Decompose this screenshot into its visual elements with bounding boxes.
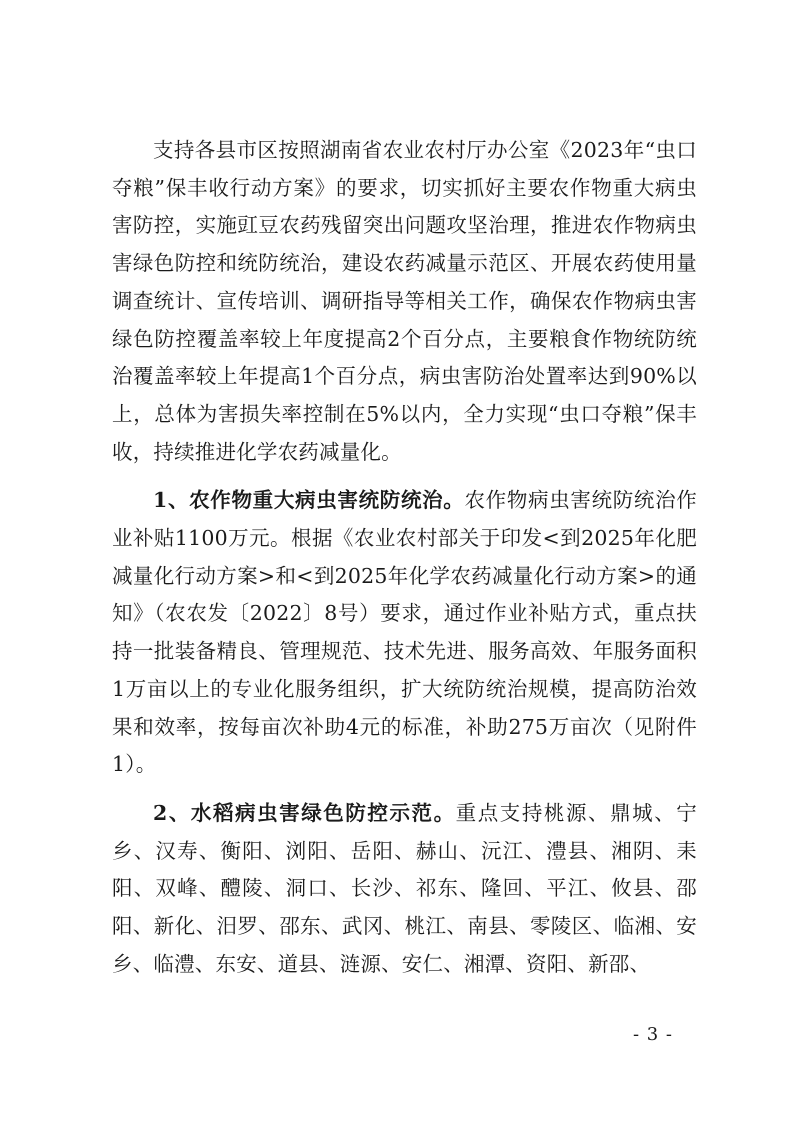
paragraph-intro: [112, 132, 697, 471]
body-text: [112, 132, 697, 983]
paragraph-intro-text: 支持各县市区按照湖南省农业农村厅办公室《2023年“虫口夺粮”保丰收行动方案》的要求，切实抓好主要农作物重大病虫害防控，实施豇豆农药残留突出问题攻坚治理，推进农作物病虫害绿色防控和统防统治，建设农药减量示范区、开展农药使用量调查统计、宣传培训、调研指导等相关工作，确保农作物病虫害绿色防控覆盖率较上年度提高2个百分点，主要粮食作物统防统治覆盖率较上年提高1个百分点，病虫害防治处置率达到90%以上，总体为害损失率控制在5%以内，全力实现“虫口夺粮”保丰收，持续推进化学农药减量化。: [112, 138, 697, 464]
item-2-text: 重点支持桃源、鼎城、宁乡、汉寿、衡阳、浏阳、岳阳、赫山、沅江、澧县、湘阴、耒阳、双峰、醴陵、洞口、长沙、祁东、隆回、平江、攸县、邵阳、新化、汨罗、邵东、武冈、桃江、南县、零陵区、临湘、安乡、临澧、东安、道县、涟源、安仁、湘潭、资阳、新邵、: [112, 800, 697, 976]
item-1-text: 农作物病虫害统防统治作业补贴1100万元。根据《农业农村部关于印发<到2025年化肥减量化行动方案>和<到2025年化学农药减量化行动方案>的通知》（农农发〔2022〕8号）要求，通过作业补贴方式，重点扶持一批装备精良、管理规范、技术先进、服务高效、年服务面积1万亩以上的专业化服务组织，扩大统防统治规模，提高防治效果和效率，按每亩次补助4元的标准，补助275万亩次（见附件1）。: [112, 488, 697, 777]
paragraph-item-1: [112, 482, 697, 784]
item-2-heading: 2、水稻病虫害绿色防控示范。: [153, 800, 456, 825]
item-1-heading: 1、农作物重大病虫害统防统治。: [153, 488, 465, 513]
page-number: - 3 -: [632, 1024, 673, 1045]
paragraph-item-2: [112, 795, 697, 984]
